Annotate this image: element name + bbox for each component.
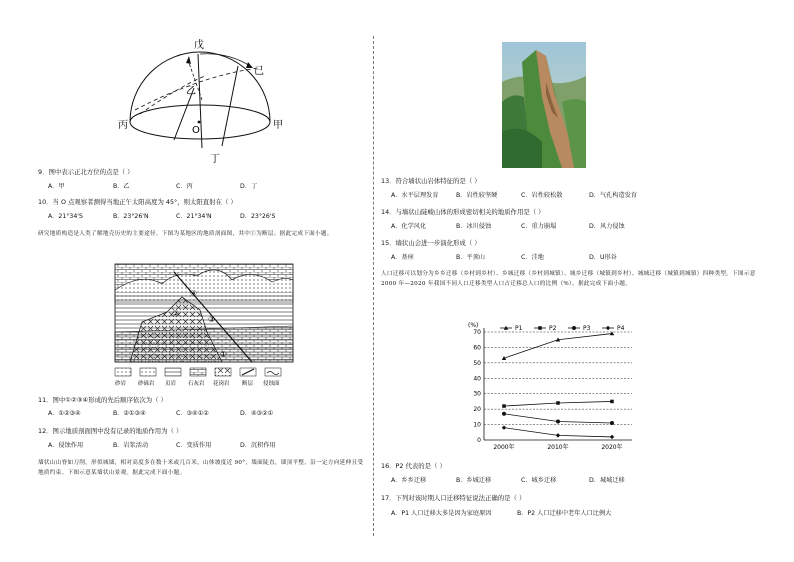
q13-option-a[interactable]: A．水平层理发育 — [391, 192, 439, 199]
xtick-2: 2020年 — [601, 444, 623, 451]
q11-option-c[interactable]: C．③④①② — [176, 410, 209, 417]
q14-option-d[interactable]: D．风力侵蚀 — [589, 223, 625, 230]
q12-option-b[interactable]: B．岩浆活动 — [113, 442, 149, 449]
ytick-0: 0 — [477, 437, 481, 444]
legend-shale: 页岩 — [165, 381, 177, 387]
legend-fault: 断层 — [242, 381, 254, 387]
q17-option-a[interactable]: A．P1 人口迁移大多是因为家庭原因 — [391, 510, 492, 517]
legend-erosion-surface: 侵蚀面 — [263, 381, 280, 387]
label-yi: 乙 — [186, 86, 196, 97]
celestial-sphere-diagram — [110, 36, 290, 166]
q14-option-c[interactable]: C．重力崩塌 — [521, 223, 557, 230]
chart-ylabel: (%) — [468, 322, 479, 329]
migration-line-chart — [460, 318, 640, 456]
q10-option-c[interactable]: C．21°34'N — [176, 213, 212, 220]
point-p4-0 — [502, 425, 506, 429]
q9-option-c[interactable]: C．丙 — [176, 183, 193, 190]
q11-option-b[interactable]: B．②①③④ — [113, 410, 146, 417]
legend-label-p1: P1 — [515, 325, 523, 333]
legend — [115, 368, 281, 387]
point-p3-0 — [502, 412, 506, 416]
point-p2-0 — [502, 404, 506, 408]
intro-geologic-section: 研究地质构造是人类了解地壳历史的主要途径。下图为某地区的地质剖面图，其中①为断层。据此完成下面小题。 — [38, 231, 333, 237]
ytick-10: 10 — [473, 421, 481, 429]
question-16: 16．P2 代表的是（ ） — [381, 462, 446, 470]
point-p3-1 — [556, 420, 560, 424]
q15-option-a[interactable]: A．基座 — [391, 254, 414, 261]
q16-option-a[interactable]: A．乡乡迁移 — [391, 477, 427, 484]
series-line-p1 — [504, 334, 612, 359]
point-p2-2 — [610, 400, 614, 404]
q13-option-c[interactable]: C．岩性较松散 — [521, 192, 563, 199]
legend-label-p4: P4 — [617, 325, 625, 333]
q10-option-d[interactable]: D．23°26'S — [240, 213, 276, 220]
legend-limestone: 石灰岩 — [188, 381, 205, 387]
q14-option-b[interactable]: B．冰川侵蚀 — [456, 223, 492, 230]
label-jia: 甲 — [273, 120, 283, 131]
q9-option-b[interactable]: B．乙 — [113, 183, 130, 190]
legend-label-p3: P3 — [583, 325, 591, 333]
label-bing: 丙 — [118, 120, 128, 131]
intro-migration: 人口迁移可以划分为乡乡迁移（乡村到乡村）、乡城迁移（乡村到城镇）、城乡迁移（城镇到乡村）、城城迁移（城镇到城镇）四种类型。下图示意 2000 年—2020 年我国不同人口迁移类型人口占迁移总人口的比例（%）。据此完成下面小题。 — [381, 271, 756, 287]
q16-option-d[interactable]: D．城城迁移 — [589, 477, 625, 484]
wall-mountain-photo — [502, 42, 586, 168]
q14-option-a[interactable]: A．化学风化 — [391, 223, 427, 230]
section-number-2: ② — [172, 309, 180, 318]
q12-option-a[interactable]: A．侵蚀作用 — [48, 442, 84, 449]
q11-option-a[interactable]: A．①②③④ — [48, 410, 81, 417]
legend-conglomerate: 砂砾岩 — [138, 381, 155, 387]
q12-option-c[interactable]: C．变质作用 — [176, 442, 212, 449]
legend-marker-p3 — [572, 326, 576, 330]
xtick-0: 2000年 — [493, 444, 515, 451]
ytick-40: 40 — [473, 375, 481, 383]
question-9: 9．图中表示正北方位的点是（ ） — [38, 168, 134, 176]
legend-granite: 花岗岩 — [213, 381, 230, 387]
q16-option-c[interactable]: C．城乡迁移 — [521, 477, 557, 484]
q12-option-d[interactable]: D．沉积作用 — [240, 442, 276, 449]
ytick-70: 70 — [473, 329, 481, 336]
question-12: 12．图示地质剖面图中没有记录的地质作用为（ ） — [38, 427, 183, 435]
q13-option-b[interactable]: B．岩性较坚硬 — [456, 192, 498, 199]
ytick-60: 60 — [473, 344, 481, 352]
xtick-1: 2010年 — [547, 444, 569, 451]
chart-legend — [500, 325, 625, 332]
section-number-4: ④ — [190, 289, 198, 298]
q13-option-d[interactable]: D．气孔构造发育 — [589, 192, 638, 199]
question-11: 11．图中①②③④形成的先后顺序依次为（ ） — [38, 396, 167, 404]
legend-sandstone: 砂岩 — [115, 381, 127, 387]
section-number-1: ① — [220, 350, 228, 359]
q15-option-b[interactable]: B．平顶山 — [456, 254, 485, 261]
ytick-30: 30 — [473, 390, 481, 398]
label-o: O — [192, 125, 200, 136]
label-ji: 己 — [254, 66, 264, 77]
question-15: 15．墙状山会进一步演化形成（ ） — [381, 239, 481, 247]
label-ding: 丁 — [210, 154, 220, 165]
q9-option-d[interactable]: D．丁 — [240, 183, 258, 190]
ytick-20: 20 — [473, 406, 481, 414]
question-13: 13．符合墙状山岩体特征的是（ ） — [381, 177, 481, 185]
q17-option-b[interactable]: B．P2 人口迁移中老年人口比例大 — [517, 510, 612, 517]
question-17: 17．下列对该时期人口迁移特征说法正确的是（ ） — [381, 494, 526, 502]
point-p4-1 — [556, 433, 560, 437]
point-p4-2 — [610, 435, 614, 439]
legend-marker-p4 — [606, 326, 610, 330]
ytick-50: 50 — [473, 359, 481, 367]
question-14: 14．与墙状山陡峻山体的形成密切相关的地质作用是（ ） — [381, 208, 545, 216]
q16-option-b[interactable]: B．乡城迁移 — [456, 477, 492, 484]
q11-option-d[interactable]: D．④③②① — [240, 410, 274, 417]
q10-option-a[interactable]: A．21°34'S — [48, 213, 83, 220]
question-10: 10．当 O 点观察者测得当地正午太阳高度为 45°，则太阳直射在（ ） — [38, 198, 237, 206]
legend-label-p2: P2 — [549, 325, 557, 333]
legend-marker-p2 — [538, 326, 542, 330]
point-p3-2 — [610, 421, 614, 425]
section-number-3: ③ — [208, 315, 216, 324]
q15-option-c[interactable]: C．洼地 — [521, 254, 544, 261]
q10-option-b[interactable]: B．23°26'N — [113, 213, 149, 220]
column-divider — [373, 36, 374, 536]
q9-option-a[interactable]: A．甲 — [48, 183, 65, 190]
q15-option-d[interactable]: D．U形谷 — [589, 254, 617, 261]
point-p2-1 — [556, 401, 560, 405]
geologic-cross-section — [112, 262, 297, 390]
label-wu: 戊 — [194, 40, 204, 51]
intro-wall-mountain: 墙状山山脊如刀削，形似城墙，相对高度多在数十米或几百米，山体坡度近 90°，墙面陡直，墙顶平整，沿一定方向延伸且受地质约束。下图示意某墙状山景观。据此完成下面小题。 — [38, 460, 364, 476]
